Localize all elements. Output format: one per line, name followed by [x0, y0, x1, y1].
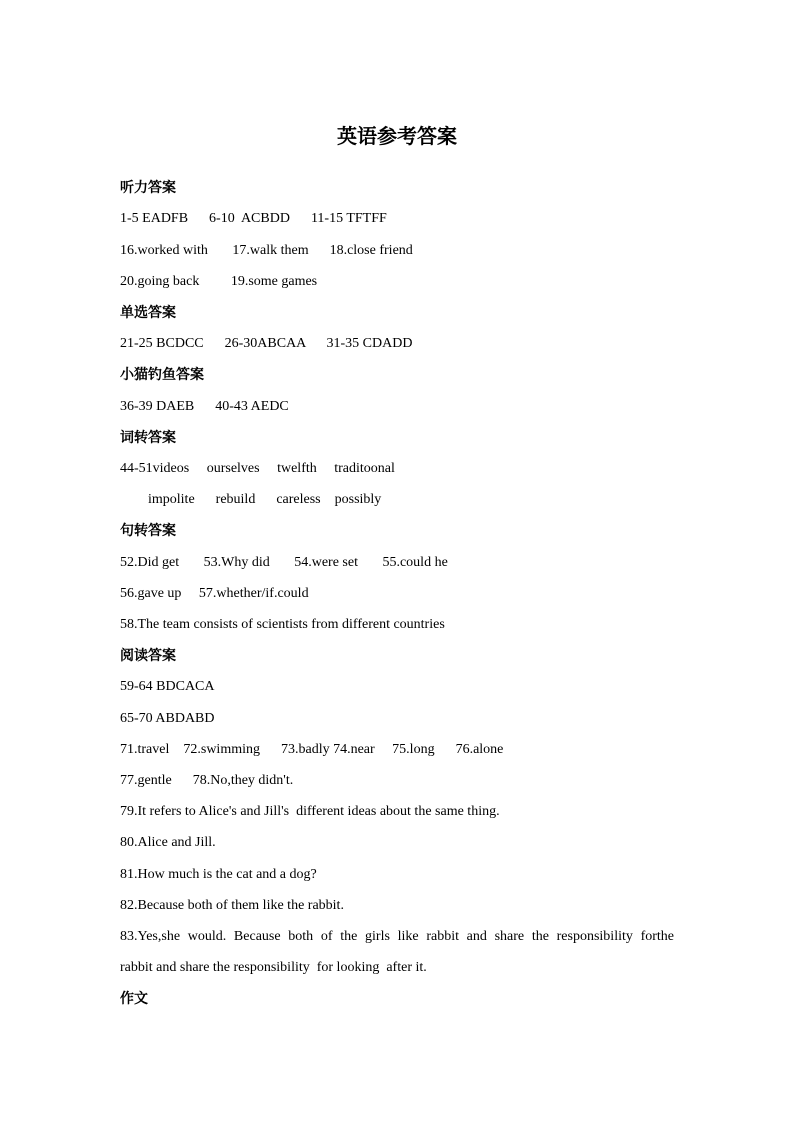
- reading-line-1: 59-64 BDCACA: [120, 679, 215, 694]
- reading-line-8: 82.Because both of them like the rabbit.: [120, 898, 344, 913]
- word-forms-line-1: 44-51videos ourselves twelfth traditoonal: [120, 461, 395, 476]
- reading-line-9: 83.Yes,she would. Because both of the girls like rabbit and share the responsibility forthe: [120, 929, 674, 944]
- sentence-transform-line-3: 58.The team consists of scientists from different countries: [120, 617, 445, 632]
- reading-line-7: 81.How much is the cat and a dog?: [120, 867, 317, 882]
- listening-heading: 听力答案: [120, 180, 176, 196]
- composition-heading: 作文: [120, 991, 148, 1007]
- listening-line-2: 16.worked with 17.walk them 18.close friend: [120, 243, 413, 258]
- reading-line-3: 71.travel 72.swimming 73.badly 74.near 75.long 76.alone: [120, 742, 504, 757]
- word-forms-line-2: impolite rebuild careless possibly: [148, 492, 382, 507]
- single-choice-line-1: 21-25 BCDCC 26-30ABCAA 31-35 CDADD: [120, 336, 413, 351]
- reading-line-10: rabbit and share the responsibility for looking after it.: [120, 960, 427, 975]
- reading-line-2: 65-70 ABDABD: [120, 711, 215, 726]
- sentence-transform-line-2: 56.gave up 57.whether/if.could: [120, 586, 309, 601]
- reading-line-4: 77.gentle 78.No,they didn't.: [120, 773, 294, 788]
- cat-fishing-heading: 小猫钓鱼答案: [120, 367, 204, 383]
- reading-heading: 阅读答案: [120, 648, 176, 664]
- word-forms-heading: 词转答案: [120, 430, 176, 446]
- listening-line-3: 20.going back 19.some games: [120, 274, 318, 289]
- cat-fishing-line-1: 36-39 DAEB 40-43 AEDC: [120, 399, 289, 414]
- single-choice-heading: 单选答案: [120, 305, 176, 321]
- reading-line-5: 79.It refers to Alice's and Jill's different ideas about the same thing.: [120, 804, 500, 819]
- listening-line-1: 1-5 EADFB 6-10 ACBDD 11-15 TFTFF: [120, 211, 387, 226]
- sentence-transform-heading: 句转答案: [120, 523, 176, 539]
- reading-line-6: 80.Alice and Jill.: [120, 835, 216, 850]
- sentence-transform-line-1: 52.Did get 53.Why did 54.were set 55.could he: [120, 555, 448, 570]
- page-title: 英语参考答案: [337, 124, 457, 148]
